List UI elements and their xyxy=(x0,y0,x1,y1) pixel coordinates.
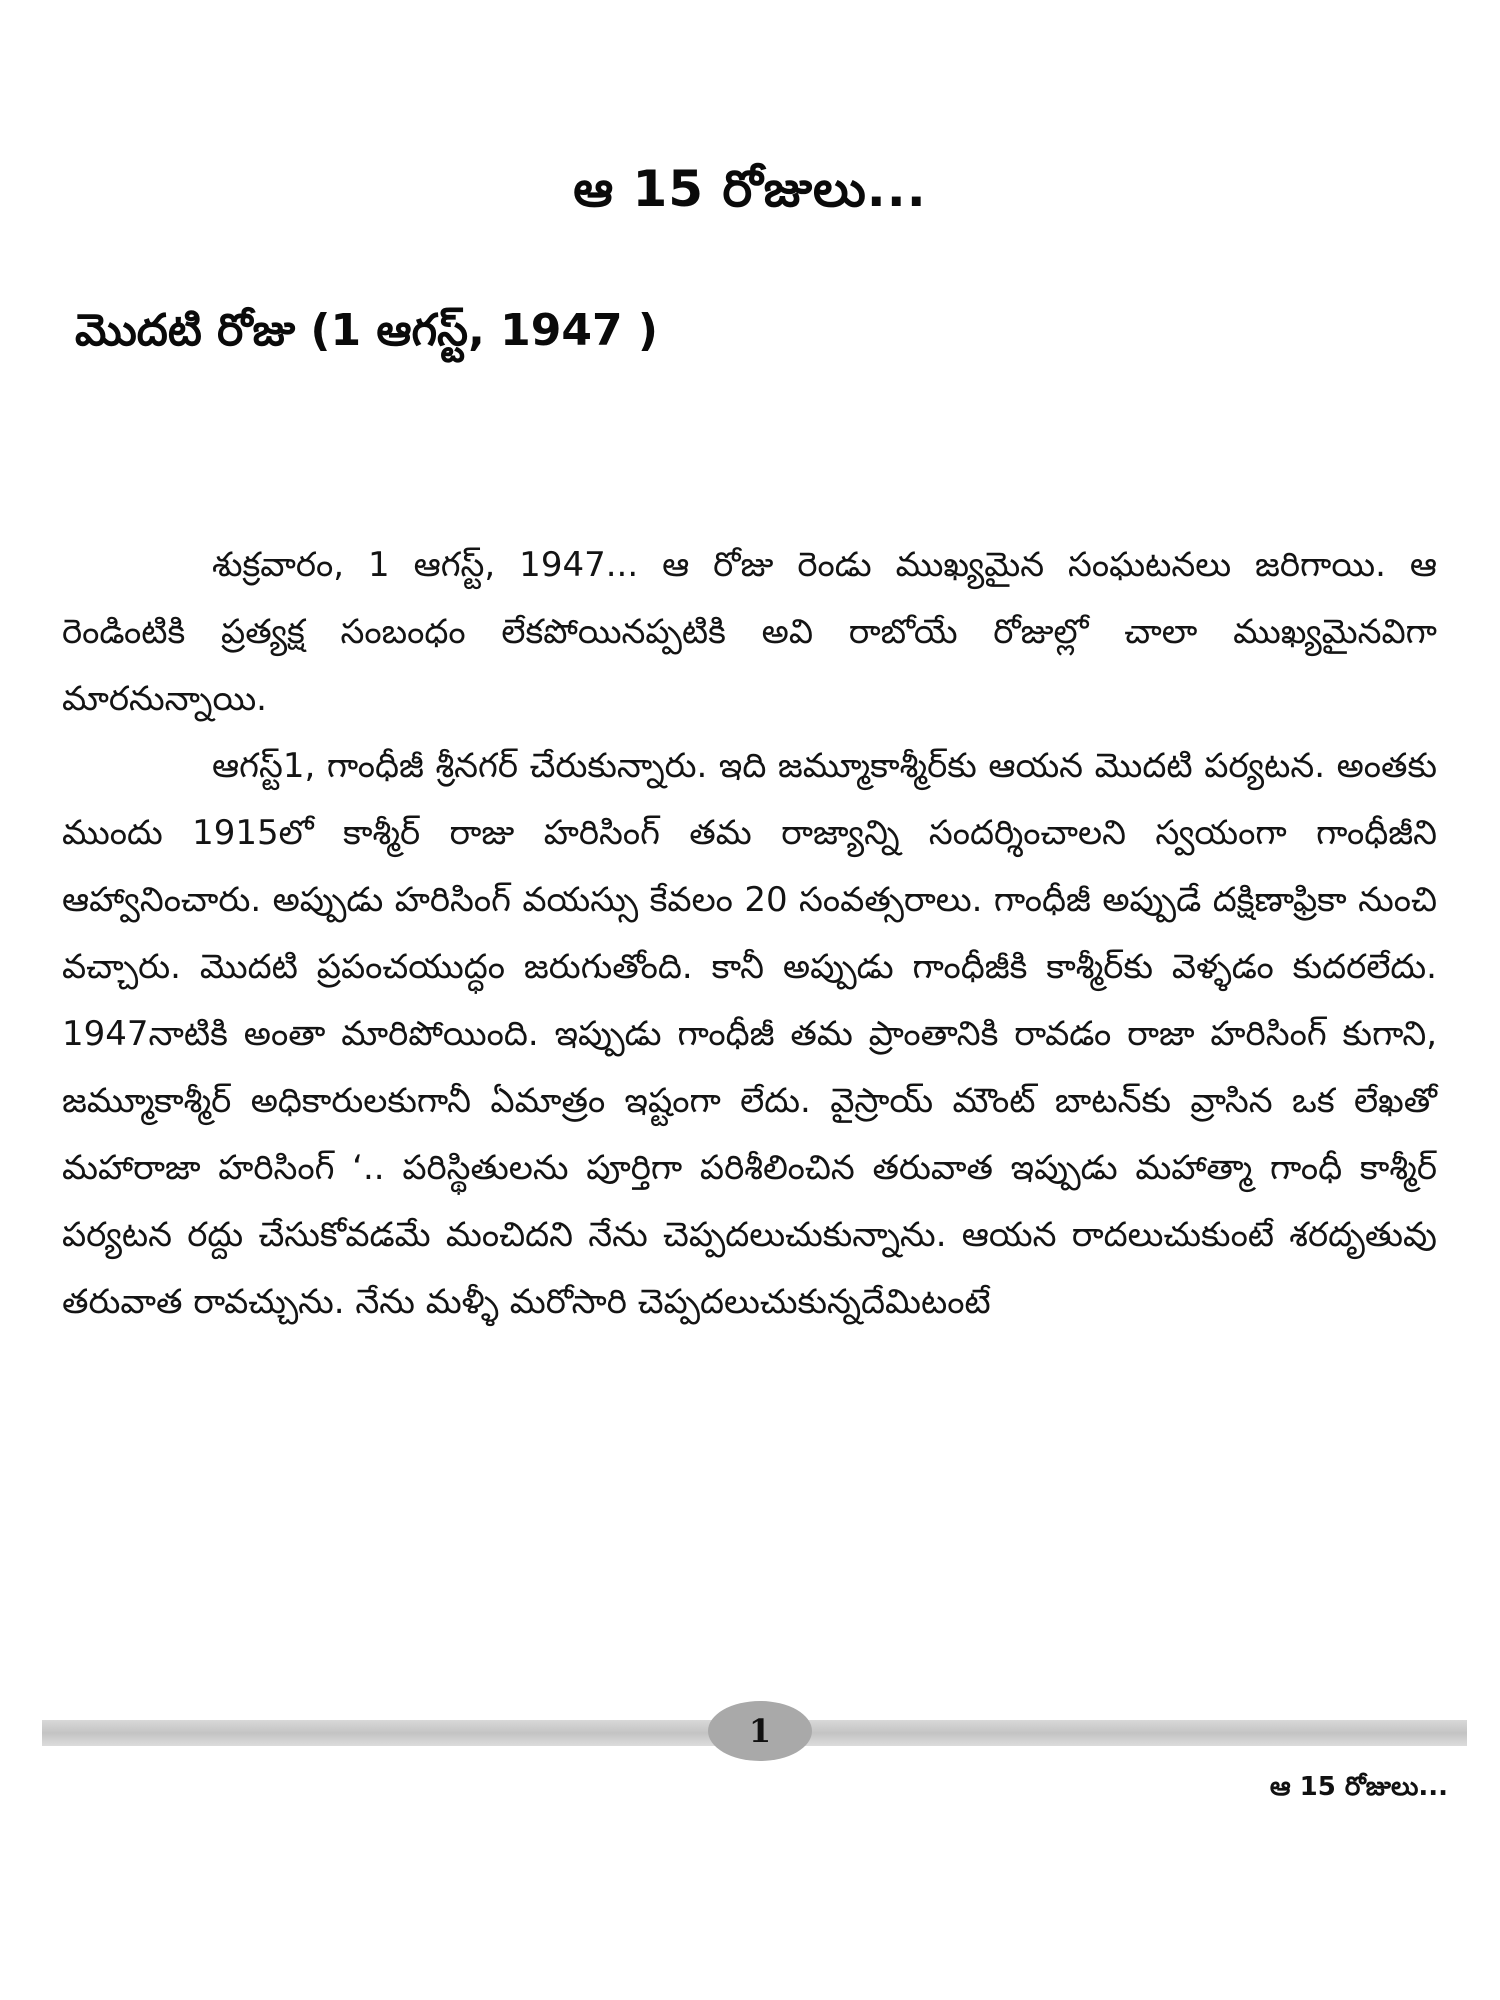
book-title: ఆ 15 రోజులు... xyxy=(573,160,927,218)
paragraph-1: శుక్రవారం, 1 ఆగస్ట్, 1947... ఆ రోజు రెండు ముఖ్యమైన సంఘటనలు జరిగాయి. ఆ రెండింటికి ప్రత్యక్ష సంబంధం లేకపోయినప్పటికి అవి రాబోయే రోజుల్లో చాలా ముఖ్యమైనవిగా మారనున్నాయి. xyxy=(62,545,1437,719)
chapter-heading: మొదటి రోజు (1 ఆగస్ట్, 1947 ) xyxy=(75,305,658,356)
paragraph-2: ఆగస్ట్1, గాంధీజీ శ్రీనగర్ చేరుకున్నారు. ఇది జమ్మూకాశ్మీర్‌కు ఆయన మొదటి పర్యటన. అంతకు ముందు 1915లో కాశ్మీర్ రాజు హరిసింగ్ తమ రాజ్యాన్ని సందర్శించాలని స్వయంగా గాంధీజీని ఆహ్వానించారు. అప్పుడు హరిసింగ్ వయస్సు కేవలం 20 సంవత్సరాలు. గాంధీజీ అప్పుడే దక్షిణాఫ్రికా నుంచి వచ్చారు. మొదటి ప్రపంచయుద్ధం జరుగుతోంది. కానీ అప్పుడు గాంధీజీకి కాశ్మీర్‌కు వెళ్ళడం కుదరలేదు. 1947నాటికి అంతా మారిపోయింది. ఇప్పుడు గాంధీజీ తమ ప్రాంతానికి రావడం రాజా హరిసింగ్ కుగాని, జమ్మూకాశ్మీర్ అధికారులకుగానీ ఏమాత్రం ఇష్టంగా లేదు. వైస్రాయ్ మౌంట్ బాటన్‌కు వ్రాసిన ఒక లేఖతో మహారాజా హరిసింగ్ ‘.. పరిస్థితులను పూర్తిగా పరిశీలించిన తరువాత ఇప్పుడు మహాత్మా గాంధీ కాశ్మీర్ పర్యటన రద్దు చేసుకోవడమే మంచిదని నేను చెప్పదలుచుకున్నాను. ఆయన రాదలుచుకుంటే శరదృతువు తరువాత రావచ్చును. నేను మళ్ళీ మరోసారి చెప్పదలుచుకున్నదేమిటంటే xyxy=(62,746,1437,1322)
page-number: 1 xyxy=(708,1701,812,1761)
body-text xyxy=(62,532,1437,1336)
running-footer-title: ఆ 15 రోజులు... xyxy=(1269,1772,1448,1802)
